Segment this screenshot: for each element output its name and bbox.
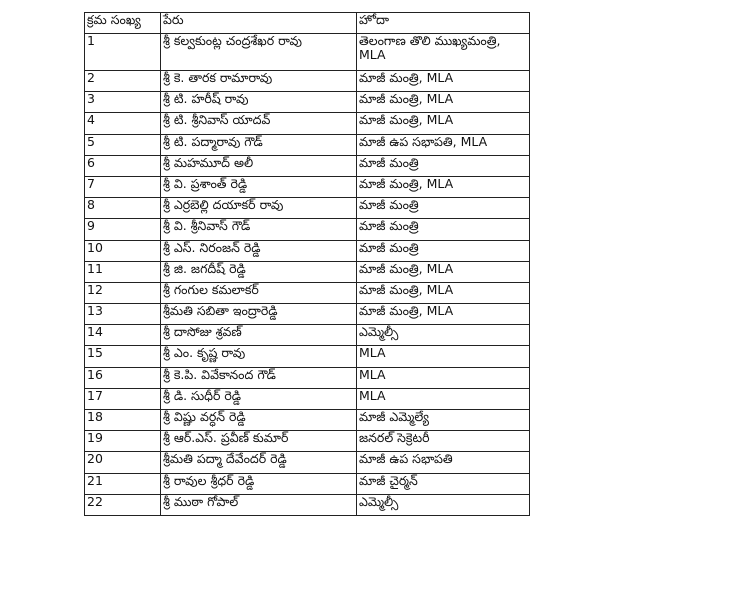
header-serial-number: క్రమ సంఖ్య <box>85 13 161 34</box>
names-table <box>84 12 530 516</box>
designation-cell: MLA <box>357 346 530 367</box>
serial-number-cell: 17 <box>85 388 161 409</box>
table-row <box>85 155 530 176</box>
name-cell: శ్రీ కల్వకుంట్ల చంద్రశేఖర రావు <box>161 34 357 71</box>
header-name: పేరు <box>161 13 357 34</box>
table-body <box>85 34 530 516</box>
serial-number-cell: 19 <box>85 431 161 452</box>
serial-number-cell: 13 <box>85 304 161 325</box>
designation-cell: మాజీ మంత్రి, MLA <box>357 261 530 282</box>
designation-cell: మాజీ మంత్రి <box>357 240 530 261</box>
serial-number-cell: 3 <box>85 92 161 113</box>
serial-number-cell: 7 <box>85 176 161 197</box>
serial-number-cell: 12 <box>85 282 161 303</box>
designation-cell: మాజీ మంత్రి, MLA <box>357 92 530 113</box>
serial-number-cell: 10 <box>85 240 161 261</box>
name-cell: శ్రీ గంగుల కమలాకర్ <box>161 282 357 303</box>
name-cell: శ్రీ కె.పి. వివేకానంద గౌడ్ <box>161 367 357 388</box>
designation-cell: మాజీ మంత్రి <box>357 198 530 219</box>
table-row <box>85 388 530 409</box>
name-cell: శ్రీ ముఠా గోపాల్ <box>161 494 357 515</box>
serial-number-cell: 9 <box>85 219 161 240</box>
table-row <box>85 92 530 113</box>
table-row <box>85 34 530 71</box>
serial-number-cell: 5 <box>85 134 161 155</box>
name-cell: శ్రీ దాసోజు శ్రవణ్ <box>161 325 357 346</box>
name-cell: శ్రీ జి. జగదీష్ రెడ్డి <box>161 261 357 282</box>
header-designation: హోదా <box>357 13 530 34</box>
table-row <box>85 325 530 346</box>
designation-cell: జనరల్ సెక్రెటరీ <box>357 431 530 452</box>
designation-cell: మాజీ మంత్రి <box>357 155 530 176</box>
designation-cell: మాజీ ఎమ్మెల్యే <box>357 410 530 431</box>
table-row <box>85 176 530 197</box>
designation-cell: తెలంగాణ తొలి ముఖ్యమంత్రి, MLA <box>357 34 530 71</box>
serial-number-cell: 16 <box>85 367 161 388</box>
name-cell: శ్రీ ఎస్. నిరంజన్ రెడ్డి <box>161 240 357 261</box>
designation-cell: MLA <box>357 388 530 409</box>
name-cell: శ్రీ ఎర్రబెల్లి దయాకర్ రావు <box>161 198 357 219</box>
designation-cell: ఎమ్మెల్సీ <box>357 325 530 346</box>
serial-number-cell: 14 <box>85 325 161 346</box>
serial-number-cell: 20 <box>85 452 161 473</box>
name-cell: శ్రీ టి. హరీష్ రావు <box>161 92 357 113</box>
table-row <box>85 431 530 452</box>
designation-cell: మాజీ చైర్మన్ <box>357 473 530 494</box>
name-cell: శ్రీ మహమూద్ అలీ <box>161 155 357 176</box>
designation-cell: మాజీ మంత్రి <box>357 219 530 240</box>
designation-cell: మాజీ ఉప సభాపతి <box>357 452 530 473</box>
designation-cell: MLA <box>357 367 530 388</box>
name-cell: శ్రీ వి. ప్రశాంత్ రెడ్డి <box>161 176 357 197</box>
table-row <box>85 346 530 367</box>
table-row <box>85 452 530 473</box>
name-cell: శ్రీమతి పద్మా దేవేందర్ రెడ్డి <box>161 452 357 473</box>
table-row <box>85 240 530 261</box>
designation-cell: మాజీ మంత్రి, MLA <box>357 113 530 134</box>
serial-number-cell: 18 <box>85 410 161 431</box>
designation-cell: మాజీ ఉప సభాపతి, MLA <box>357 134 530 155</box>
serial-number-cell: 8 <box>85 198 161 219</box>
designation-cell: మాజీ మంత్రి, MLA <box>357 71 530 92</box>
table-row <box>85 71 530 92</box>
name-cell: శ్రీమతి సబితా ఇంద్రారెడ్డి <box>161 304 357 325</box>
name-cell: శ్రీ ఎం. కృష్ణ రావు <box>161 346 357 367</box>
table-row <box>85 219 530 240</box>
table-row <box>85 304 530 325</box>
designation-cell: మాజీ మంత్రి, MLA <box>357 304 530 325</box>
designation-cell: మాజీ మంత్రి, MLA <box>357 282 530 303</box>
table-row <box>85 134 530 155</box>
table-row <box>85 494 530 515</box>
serial-number-cell: 11 <box>85 261 161 282</box>
serial-number-cell: 6 <box>85 155 161 176</box>
header-row <box>85 13 530 34</box>
designation-cell: మాజీ మంత్రి, MLA <box>357 176 530 197</box>
table-row <box>85 410 530 431</box>
name-cell: శ్రీ డి. సుధీర్ రెడ్డి <box>161 388 357 409</box>
serial-number-cell: 1 <box>85 34 161 71</box>
name-cell: శ్రీ ఆర్.ఎస్. ప్రవీణ్ కుమార్ <box>161 431 357 452</box>
name-cell: శ్రీ విష్ణు వర్ధన్ రెడ్డి <box>161 410 357 431</box>
name-cell: శ్రీ వి. శ్రీనివాస్ గౌడ్ <box>161 219 357 240</box>
name-cell: శ్రీ కె. తారక రామారావు <box>161 71 357 92</box>
table-row <box>85 367 530 388</box>
table-row <box>85 198 530 219</box>
serial-number-cell: 22 <box>85 494 161 515</box>
name-cell: శ్రీ టి. పద్మారావు గౌడ్ <box>161 134 357 155</box>
table-row <box>85 113 530 134</box>
name-cell: శ్రీ రావుల శ్రీధర్ రెడ్డి <box>161 473 357 494</box>
table-header <box>85 13 530 34</box>
serial-number-cell: 4 <box>85 113 161 134</box>
table-row <box>85 282 530 303</box>
serial-number-cell: 15 <box>85 346 161 367</box>
serial-number-cell: 21 <box>85 473 161 494</box>
table-row <box>85 261 530 282</box>
serial-number-cell: 2 <box>85 71 161 92</box>
designation-cell: ఎమ్మెల్సీ <box>357 494 530 515</box>
table-row <box>85 473 530 494</box>
name-cell: శ్రీ టి. శ్రీనివాస్ యాదవ్ <box>161 113 357 134</box>
